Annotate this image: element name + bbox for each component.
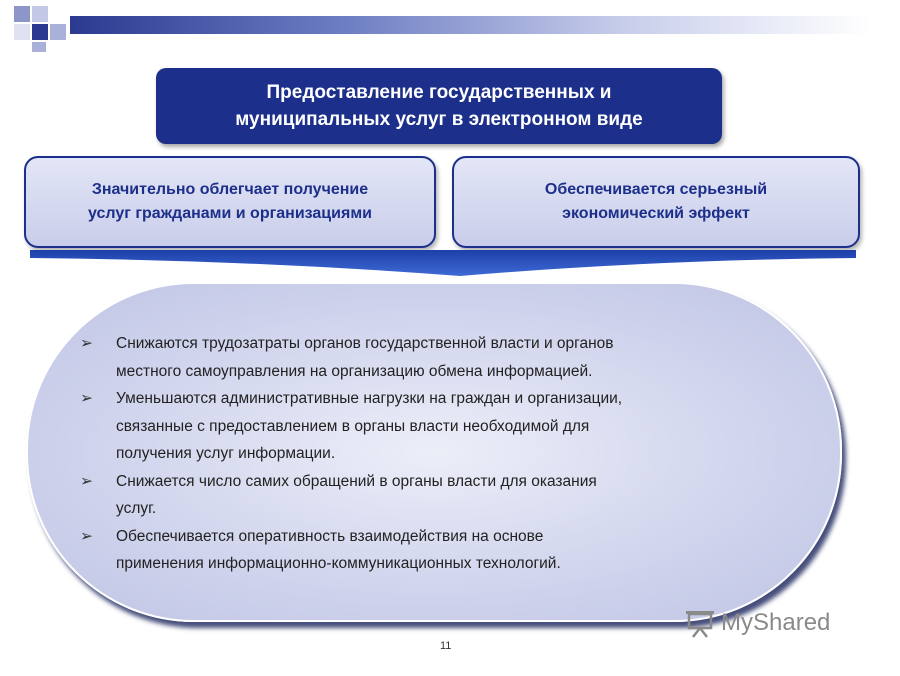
list-item	[80, 330, 780, 385]
deco-square	[14, 24, 30, 40]
list-item-line: Обеспечивается оперативность взаимодействия на основе	[116, 527, 544, 545]
brace-connector	[30, 248, 856, 278]
list-item	[80, 385, 780, 468]
deco-square	[50, 24, 66, 40]
page-number: 11	[440, 640, 452, 652]
slide-title-line-1: Предоставление государственных и	[266, 82, 612, 103]
list-item-line: местного самоуправления на организацию обмена информацией.	[116, 362, 593, 380]
benefit-left-line-1: Значительно облегчает получение	[91, 181, 369, 198]
list-item-line: Уменьшаются административные нагрузки на граждан и организации,	[116, 390, 623, 407]
list-item-line: услуг.	[116, 500, 157, 517]
list-item	[80, 468, 780, 523]
benefit-box-right	[452, 156, 860, 248]
deco-square	[32, 6, 48, 22]
slide-title	[156, 68, 722, 144]
slide-title-line-2: муниципальных услуг в электронном виде	[235, 109, 643, 130]
list-item-line: связанные с предоставлением в органы власти необходимой для	[116, 417, 590, 435]
deco-square	[32, 42, 46, 52]
header-decoration	[0, 0, 900, 60]
list-item-line: получения услуг информации.	[116, 445, 336, 462]
benefit-box-left	[24, 156, 436, 248]
projector-icon	[683, 608, 717, 638]
list-item	[80, 523, 780, 578]
benefit-right-line-2: экономический эффект	[562, 205, 750, 222]
deco-square	[32, 24, 48, 40]
arrow-bullet-icon: ➢	[80, 390, 93, 407]
watermark	[683, 606, 830, 640]
list-item-line: Снижается число самих обращений в органы власти для оказания	[116, 472, 597, 490]
list-item-line: Снижаются трудозатраты органов государственной власти и органов	[116, 335, 614, 352]
arrow-bullet-icon: ➢	[80, 527, 93, 545]
arrow-bullet-icon: ➢	[80, 335, 93, 352]
list-item-line: применения информационно-коммуникационных технологий.	[116, 555, 561, 572]
benefit-left-line-2: услуг гражданами и организациями	[88, 205, 372, 222]
details-list	[80, 330, 780, 578]
watermark-text: MyShared	[721, 609, 831, 636]
deco-square	[14, 6, 30, 22]
header-gradient-bar	[70, 16, 870, 34]
arrow-bullet-icon: ➢	[80, 472, 93, 490]
benefit-right-line-1: Обеспечивается серьезный	[544, 181, 768, 198]
